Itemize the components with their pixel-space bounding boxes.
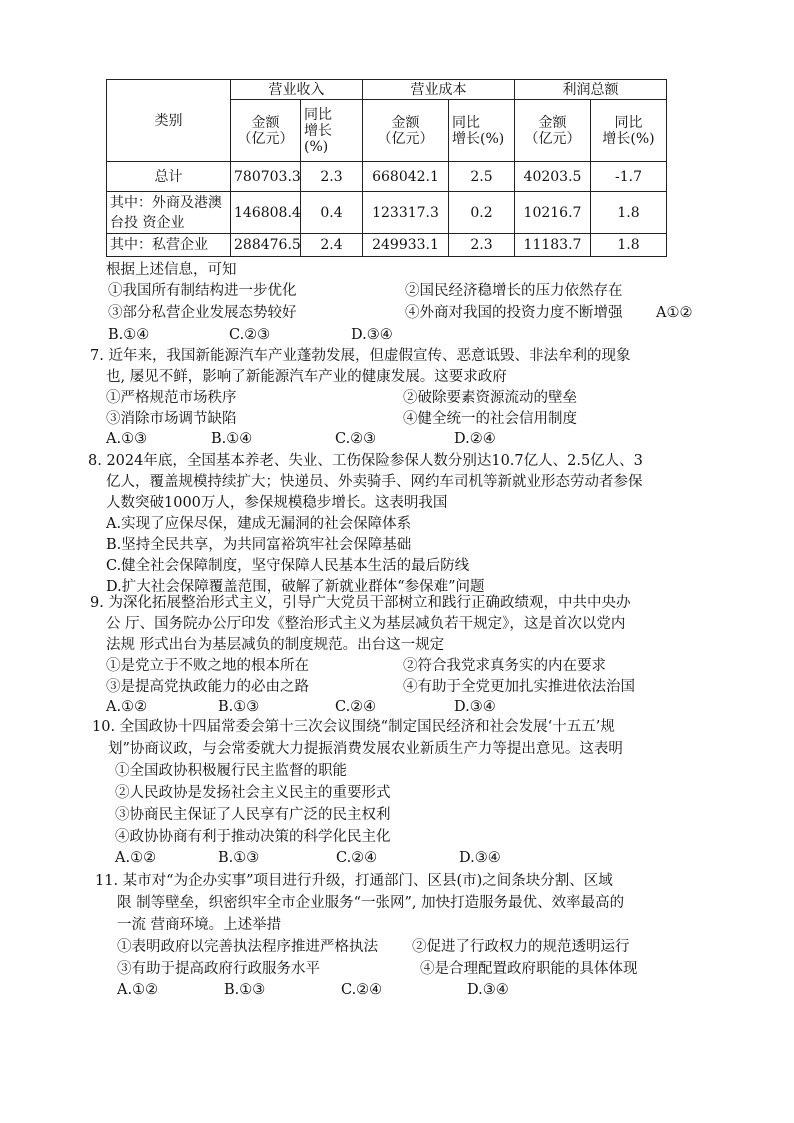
choice-b: B.①③ [224,982,266,998]
choice-a: A.①③ [106,431,148,447]
option-d: D.扩大社会保障覆盖范围，破解了新就业群体“参保难”问题 [106,579,485,595]
cost-header: 营业成本 [363,80,515,100]
table-cell: 2.3 [301,162,363,192]
table-cell: 249933.1 [363,234,449,257]
question-stem: 7. 近年来，我国新能源汽车产业蓬勃发展，但虚假宣传、恶意诋毁、非法牟利的现象 [90,348,631,364]
question-7 [90,346,730,446]
table-cell: 1.8 [591,192,667,234]
question-stem: 根据上述信息，可知 [106,262,237,278]
question-stem: 11. 某市对“为企办实事”项目进行升级，打通部门、区县(市)之间条块分割、区域 [95,873,613,889]
table-row [107,234,667,257]
revenue-header: 营业收入 [231,80,363,100]
choice-d: D.③④ [467,982,509,998]
question-stem-cont: 亿人，覆盖规模持续扩大；快递员、外卖骑手、网约车司机等新就业形态劳动者参保 [106,474,643,490]
option-4: ④外商对我国的投资力度不断增强 [405,305,623,321]
option-a: A.实现了应保尽保，建成无漏洞的社会保障体系 [106,516,412,532]
option-b: B.坚持全民共享，为共同富裕筑牢社会保障基础 [106,537,412,553]
option-4: ④是合理配置政府职能的具体体现 [420,961,638,977]
question-stem-cont: 划”协商议政，与会常委就大力提振消费发展农业新质生产力等提出意见。这表明 [108,741,623,757]
question-stem-cont: 限 制等壁垒，织密织牢全市企业服务“一张网”, 加快打造服务最优、效率最高的 [117,895,625,911]
table-cell: 2.5 [449,162,515,192]
cost-yoy-header: 同比 增长(%) [449,100,515,162]
question-10 [92,717,742,865]
choice-d: D.③④ [351,327,393,343]
choice-a: A.①② [106,699,148,715]
question-stem-cont: 人数突破1000万人，参保规模稳步增长。这表明我国 [106,495,448,511]
option-1: ①全国政协积极履行民主监督的职能 [115,763,347,779]
option-3: ③协商民主保证了人民享有广泛的民主权利 [115,807,391,823]
question-9 [90,593,740,718]
choice-c: C.②④ [336,850,378,866]
question-stem-cont: 法规 形式出台为基层减负的制度规范。出台这一规定 [106,637,445,653]
row-label: 其中：外商及港澳 台投 资企业 [107,192,231,234]
option-1: ①严格规范市场秩序 [106,390,237,406]
question-stem-cont: 也, 屡见不鲜，影响了新能源汽车产业的健康发展。这要求政府 [106,369,507,385]
table-cell: 10216.7 [515,192,591,234]
question-8 [88,451,738,595]
enterprise-stats-table [106,79,667,257]
table-cell: 1.8 [591,234,667,257]
question-stem: 8. 2024年底，全国基本养老、失业、工伤保险参保人数分别达10.7亿人、2.5亿人、3 [88,453,643,469]
row-label: 其中：私营企业 [107,234,231,257]
table-row [107,162,667,192]
option-4: ④有助于全党更加扎实推进依法治国 [403,679,635,695]
choice-c: C.②③ [229,327,271,343]
question-11 [95,871,745,998]
choice-b: B.①④ [211,431,253,447]
table-cell: -1.7 [591,162,667,192]
option-4: ④健全统一的社会信用制度 [403,411,577,427]
table-cell: 11183.7 [515,234,591,257]
question-stem-cont: 一流 营商环境。上述举措 [117,917,282,933]
question-stem: 9. 为深化拓展整治形式主义，引导广大党员干部树立和践行正确政绩观，中共中央办 [90,595,631,611]
question-stem: 10. 全国政协十四届常委会第十三次会议围绕“制定国民经济和社会发展‘十五五’规 [92,719,615,735]
choice-a: A.①② [117,982,159,998]
choice-c: C.②④ [335,699,377,715]
option-2: ②破除要素资源流动的壁垒 [403,390,577,406]
profit-yoy-header: 同比 增长(%) [591,100,667,162]
revenue-yoy-header: 同比 增长 (%) [301,100,363,162]
choice-b: B.①④ [108,327,150,343]
choice-d: D.③④ [454,699,496,715]
option-2: ②促进了行政权力的规范透明运行 [412,939,630,955]
table-cell: 40203.5 [515,162,591,192]
option-1: ①表明政府以完善执法程序推进严格执法 [117,939,378,955]
question-stem-cont: 公 厅、国务院办公厅印发《整治形式主义为基层减负若干规定》，这是首次以党内 [106,616,626,632]
option-3: ③消除市场调节缺陷 [106,411,237,427]
table-cell: 2.4 [301,234,363,257]
category-header: 类别 [107,80,231,162]
choice-d: D.②④ [454,431,496,447]
table-cell: 288476.5 [231,234,301,257]
choice-c: C.②③ [335,431,377,447]
profit-amount-header: 金额 （亿元） [515,100,591,162]
option-3: ③部分私营企业发展态势较好 [108,305,297,321]
table-cell: 0.2 [449,192,515,234]
cost-amount-header: 金额 （亿元） [363,100,449,162]
option-2: ②符合我党求真务实的内在要求 [403,658,606,674]
choice-b: B.①③ [218,699,260,715]
option-2: ②国民经济稳增长的压力依然存在 [405,283,623,299]
option-1: ①是党立于不败之地的根本所在 [106,658,309,674]
table-cell: 146808.4 [231,192,301,234]
profit-header: 利润总额 [515,80,667,100]
option-4: ④政协协商有利于推动决策的科学化民主化 [115,829,391,845]
table-cell: 780703.3 [231,162,301,192]
table-cell: 123317.3 [363,192,449,234]
choice-a: A.①② [115,850,157,866]
option-1: ①我国所有制结构进一步优化 [108,283,297,299]
choice-a: A①② [656,305,693,321]
revenue-amount-header: 金额 （亿元） [231,100,301,162]
row-label: 总计 [107,162,231,192]
choice-c: C.②④ [341,982,383,998]
option-2: ②人民政协是发扬社会主义民主的重要形式 [115,785,391,801]
table-row [107,192,667,234]
option-3: ③是提高党执政能力的必由之路 [106,679,309,695]
table-cell: 668042.1 [363,162,449,192]
table-cell: 0.4 [301,192,363,234]
choice-d: D.③④ [459,850,501,866]
option-c: C.健全社会保障制度，坚守保障人民基本生活的最后防线 [106,558,470,574]
option-3: ③有助于提高政府行政服务水平 [117,961,320,977]
question-6 [106,260,726,344]
table-cell: 2.3 [449,234,515,257]
choice-b: B.①③ [218,850,260,866]
